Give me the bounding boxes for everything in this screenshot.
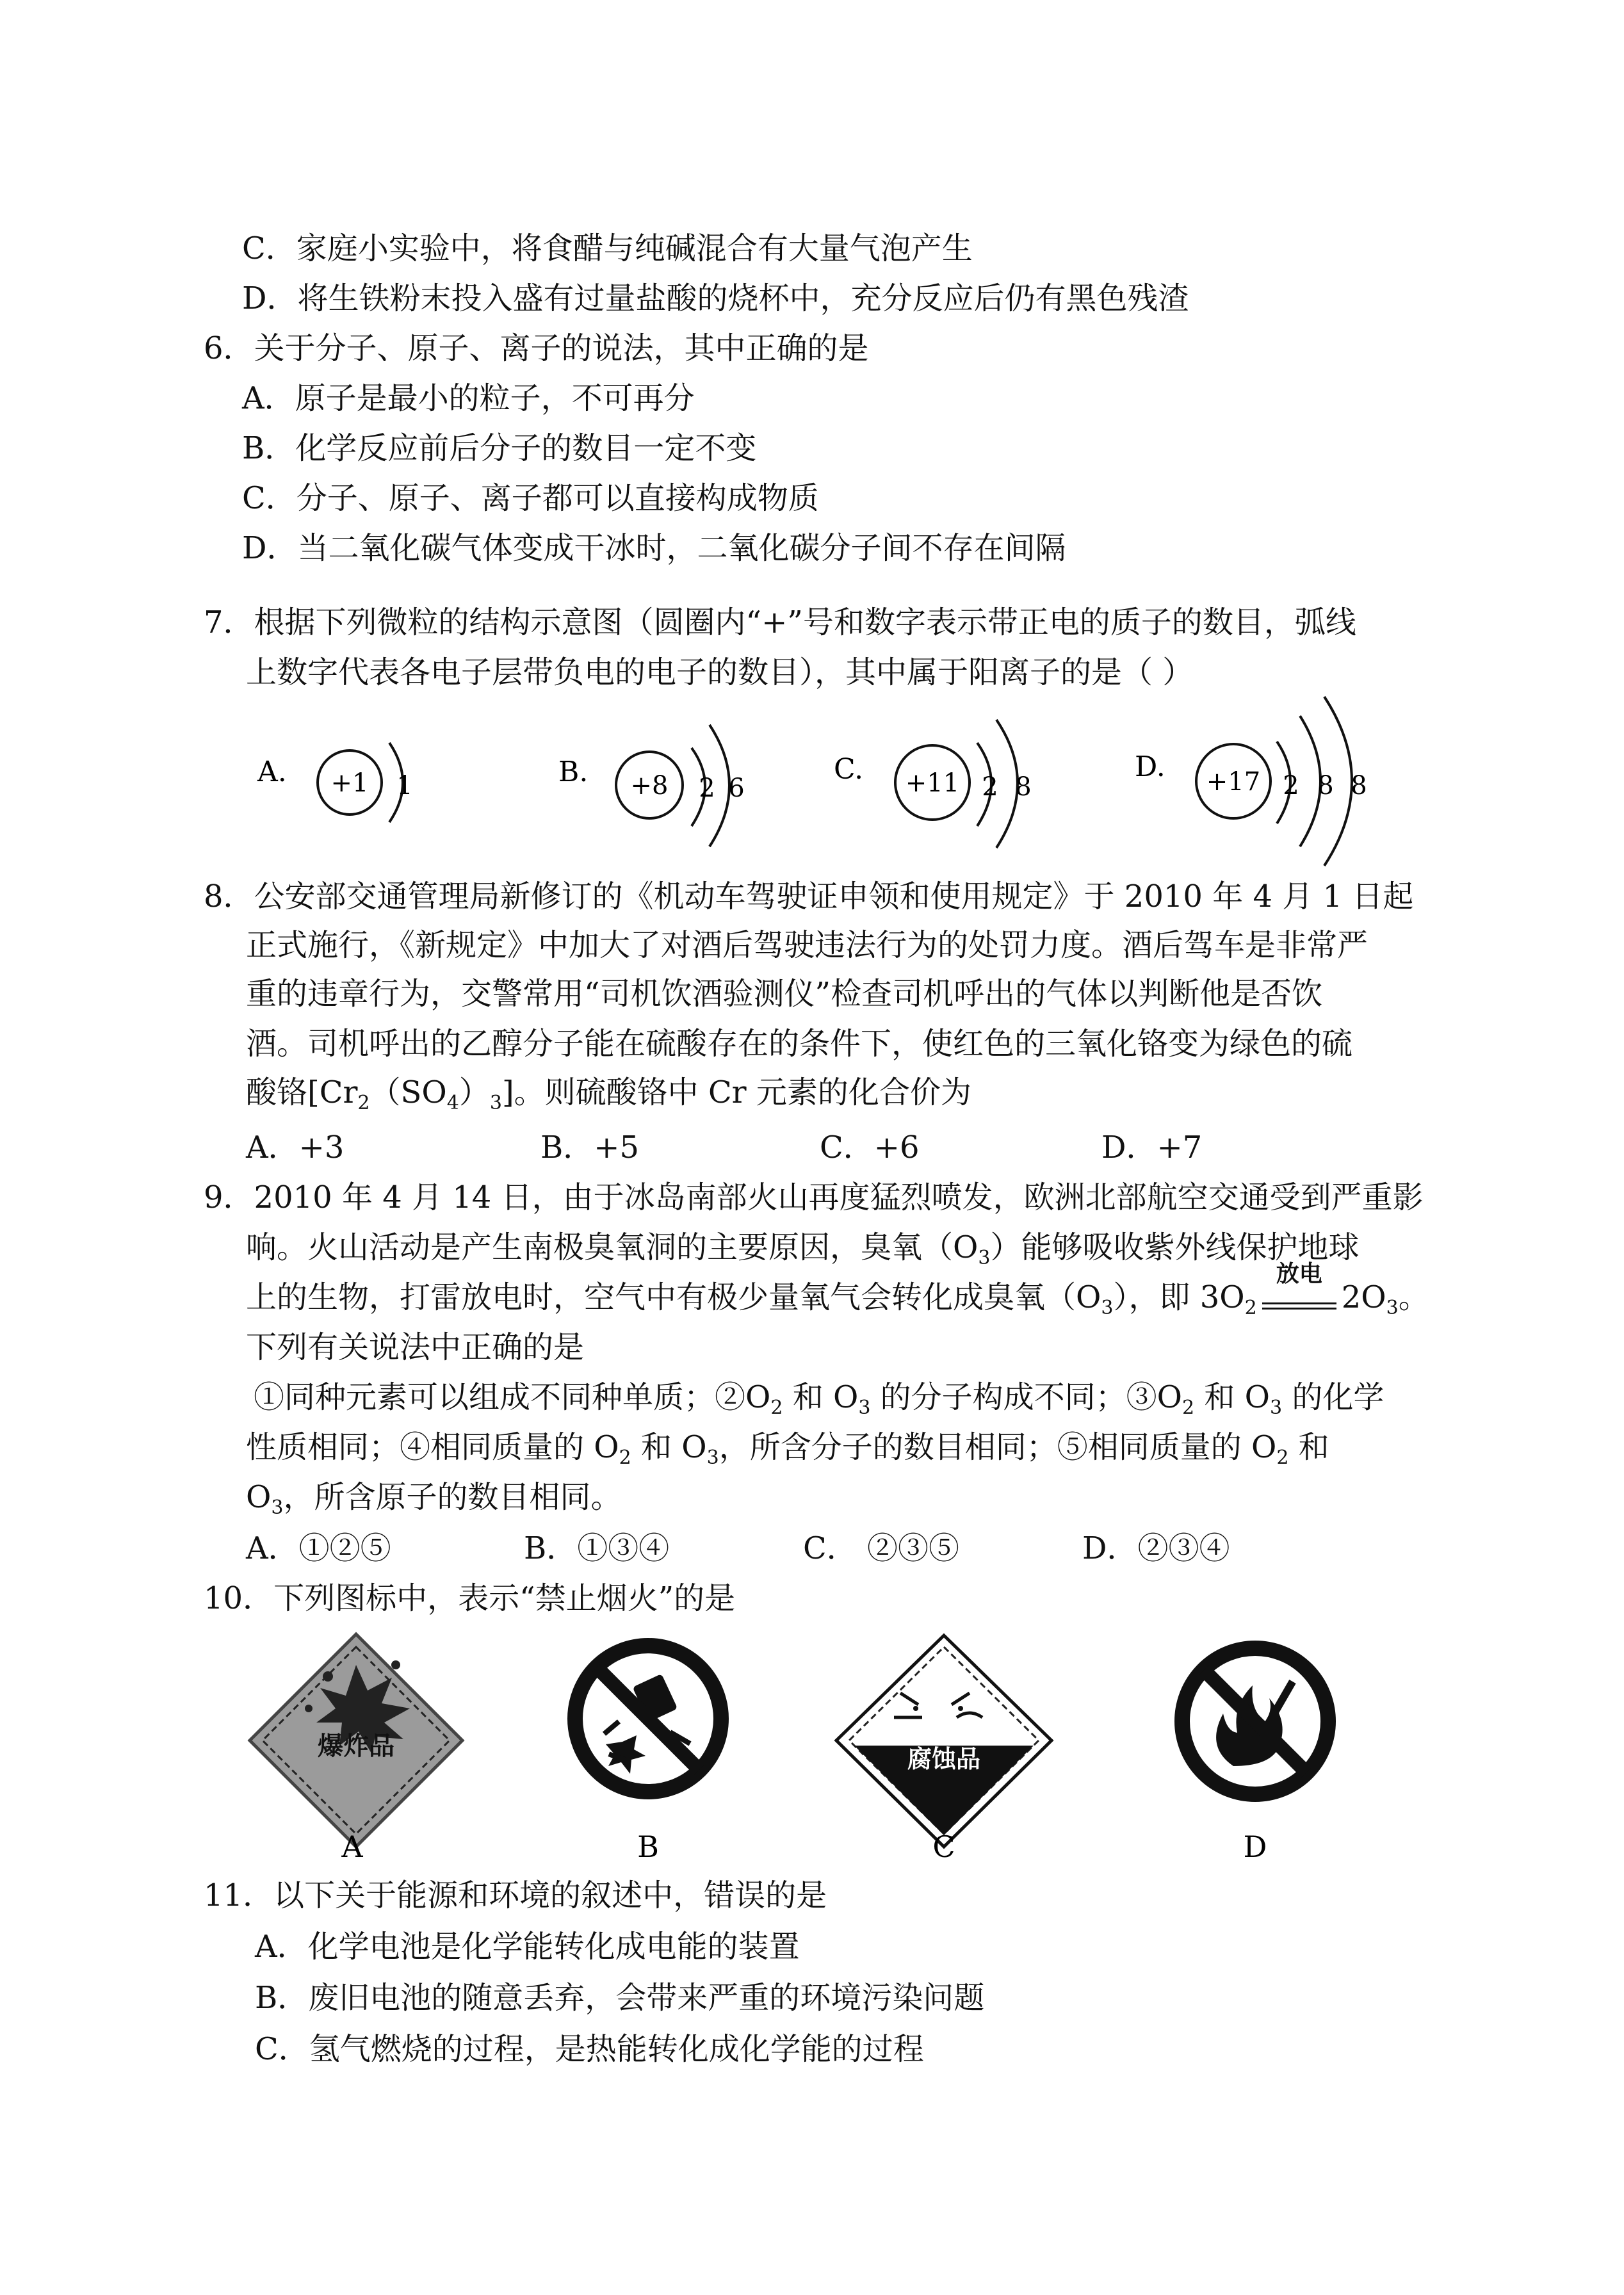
q6-option-a: A．原子是最小的粒子，不可再分 bbox=[242, 380, 695, 416]
q9-statement-line3: $O_3$，所含原子的数目相同。 bbox=[246, 1479, 622, 1519]
particle-b-shell-1: 2 bbox=[699, 774, 715, 803]
particle-a-charge: +1 bbox=[330, 768, 369, 798]
particle-b-label: B. bbox=[558, 756, 589, 788]
q9-option-a: A．①②⑤ bbox=[246, 1530, 391, 1566]
q7-stem-line2: 上数字代表各电子层带负电的电子的数目），其中属于阳离子的是（ ） bbox=[246, 654, 1194, 690]
particle-c-shell-2: 8 bbox=[1015, 772, 1032, 802]
q9-statement-line1: ①同种元素可以组成不同种单质；$②O_2$ 和 $O_3$ 的分子构成不同；$③O_2$ 和 $O_3$ 的化学 bbox=[254, 1379, 1384, 1419]
no-fireworks-icon bbox=[575, 1646, 721, 1792]
icon-letter-a: A bbox=[341, 1829, 363, 1864]
particle-d-shell-3: 8 bbox=[1351, 771, 1367, 800]
q9-option-b: B．①③④ bbox=[524, 1530, 670, 1566]
q5-option-c: C．家庭小实验中，将食醋与纯碱混合有大量气泡产生 bbox=[242, 231, 973, 266]
q9-option-d: D．②③④ bbox=[1082, 1530, 1230, 1566]
q6-option-c: C．分子、原子、离子都可以直接构成物质 bbox=[242, 480, 819, 516]
particle-d-label: D. bbox=[1135, 750, 1165, 783]
particle-b-charge: +8 bbox=[630, 771, 669, 800]
q9-line2: 响。火山活动是产生南极臭氧洞的主要原因，臭氧$(O_3)$能够吸收紫外线保护地球 bbox=[246, 1229, 1360, 1269]
q11-option-b: B．废旧电池的随意丢弃，会带来严重的环境污染问题 bbox=[255, 1980, 985, 2016]
q6-stem: 6．关于分子、原子、离子的说法，其中正确的是 bbox=[204, 330, 869, 366]
explosive-icon-text: 爆炸品 bbox=[318, 1731, 394, 1761]
corrosive-icon-text: 腐蚀品 bbox=[907, 1745, 981, 1773]
icon-letter-c: C bbox=[932, 1829, 955, 1864]
q8-option-d: D．+7 bbox=[1101, 1130, 1203, 1165]
explosive-icon bbox=[250, 1634, 462, 1847]
q11-option-c: C．氢气燃烧的过程，是热能转化成化学能的过程 bbox=[255, 2031, 924, 2067]
q11-option-a: A．化学电池是化学能转化成电能的装置 bbox=[255, 1929, 800, 1965]
q11-stem: 11．以下关于能源和环境的叙述中，错误的是 bbox=[204, 1877, 827, 1913]
q5-option-d: D．将生铁粉末投入盛有过量盐酸的烧杯中，充分反应后仍有黑色残渣 bbox=[242, 280, 1189, 316]
q7-stem-line1: 7．根据下列微粒的结构示意图（圆圈内“+”号和数字表示带正电的质子的数目，弧线 bbox=[204, 604, 1356, 640]
q8-line5: 酸铬$[Cr_2(SO_4)_3]$。则硫酸铬中 Cr 元素的化合价为 bbox=[246, 1075, 971, 1114]
particle-a-shell-1: 1 bbox=[396, 771, 413, 800]
no-open-flame-icon bbox=[1182, 1648, 1328, 1794]
particle-d-shell-2: 8 bbox=[1317, 771, 1334, 800]
particle-d-charge: +17 bbox=[1206, 767, 1261, 797]
particle-c-label: C. bbox=[834, 753, 864, 786]
q9-statement-line2: 性质相同；④相同质量的 $O_2$ 和 $O_3$，所含分子的数目相同；⑤相同质量的 $O_2$ 和 bbox=[246, 1429, 1329, 1469]
q6-option-d: D．当二氧化碳气体变成干冰时，二氧化碳分子间不存在间隔 bbox=[242, 530, 1066, 566]
corrosive-icon bbox=[836, 1635, 1052, 1847]
reaction-condition: 放电 bbox=[1260, 1278, 1339, 1317]
particle-a-label: A. bbox=[257, 756, 287, 788]
q9-line4: 下列有关说法中正确的是 bbox=[246, 1329, 585, 1365]
q9-line3: 上的生物，打雷放电时，空气中有极少量氧气会转化成臭氧$(O_3)$，即 $3O_2$ 放电 $2O_3$。 bbox=[246, 1261, 1429, 1319]
q8-line3: 重的违章行为，交警常用“司机饮酒验测仪”检查司机呼出的气体以判断他是否饮 bbox=[246, 976, 1323, 1012]
particle-c-charge: +11 bbox=[905, 768, 960, 798]
q8-option-c: C．+6 bbox=[820, 1130, 920, 1165]
icon-letter-b: B bbox=[637, 1829, 659, 1864]
q8-line4: 酒。司机呼出的乙醇分子能在硫酸存在的条件下，使红色的三氧化铬变为绿色的硫 bbox=[246, 1026, 1353, 1062]
q8-line2: 正式施行，《新规定》中加大了对酒后驾驶违法行为的处罚力度。酒后驾车是非常严 bbox=[246, 927, 1368, 963]
particle-d-shell-1: 2 bbox=[1283, 771, 1299, 800]
q8-option-a: A．+3 bbox=[246, 1130, 345, 1165]
q9-line1: 9．2010 年 4 月 14 日，由于冰岛南部火山再度猛烈喷发，欧洲北部航空交通受到严重影 bbox=[204, 1180, 1424, 1215]
q6-option-b: B．化学反应前后分子的数目一定不变 bbox=[242, 430, 757, 466]
q10-stem: 10．下列图标中，表示“禁止烟火”的是 bbox=[204, 1580, 736, 1616]
particle-c-shell-1: 2 bbox=[982, 772, 998, 802]
q8-option-b: B．+5 bbox=[540, 1130, 640, 1165]
particle-b-shell-2: 6 bbox=[728, 774, 745, 803]
icon-letter-d: D bbox=[1243, 1829, 1267, 1864]
q8-line1: 8．公安部交通管理局新修订的《机动车驾驶证申领和使用规定》于 2010 年 4 月 1 日起 bbox=[204, 879, 1414, 914]
q9-option-c: C． ②③⑤ bbox=[803, 1530, 959, 1566]
